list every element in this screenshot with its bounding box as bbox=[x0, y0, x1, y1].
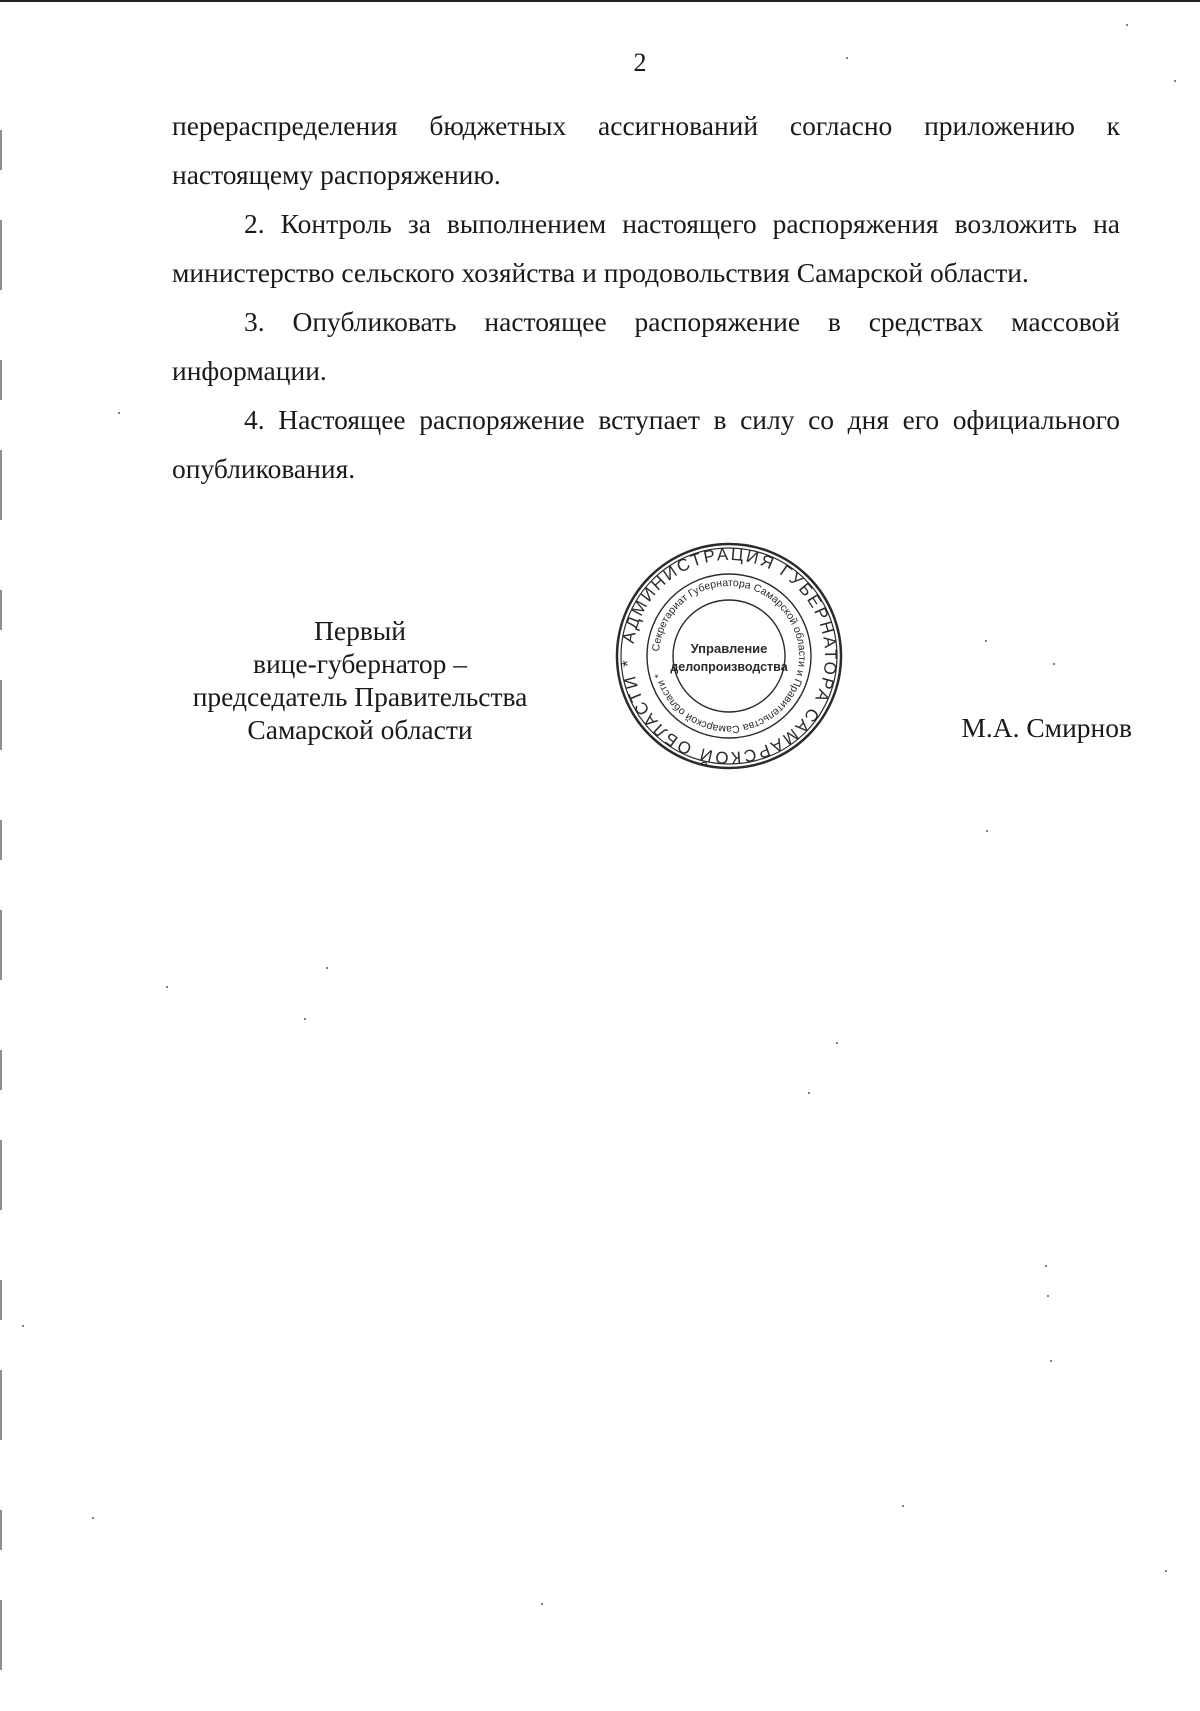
seal-center-line1: Управление bbox=[690, 641, 768, 656]
scan-speck bbox=[1047, 1295, 1049, 1297]
signer-title bbox=[180, 614, 540, 746]
scan-speck bbox=[902, 1505, 904, 1507]
scan-speck bbox=[1126, 24, 1128, 26]
scan-speck bbox=[846, 57, 848, 59]
paragraph-publish: 3. Опубликовать настоящее распоряжение в средствах массовой информации. bbox=[172, 306, 1120, 386]
scan-speck bbox=[1050, 1360, 1052, 1362]
seal-outer-text: АДМИНИСТРАЦИЯ ГУБЕРНАТОРА САМАРСКОЙ ОБЛАСТИ * bbox=[617, 544, 841, 768]
seal-inner-text: Секретариат Губернатора Самарской области и Правительства Самарской области * bbox=[650, 576, 809, 736]
signer-title-line: председатель Правительства bbox=[192, 681, 528, 712]
scan-speck bbox=[836, 1042, 838, 1044]
seal-center-line2: делопроизводства bbox=[670, 660, 788, 674]
signer-title-line: Самарской области bbox=[247, 714, 473, 745]
signer-title-line: вице-губернатор – bbox=[252, 648, 468, 679]
scan-edge-top bbox=[0, 0, 1200, 2]
scan-speck bbox=[326, 967, 328, 969]
scan-speck bbox=[92, 1517, 94, 1519]
paragraph-effective: 4. Настоящее распоряжение вступает в силу со дня его официального опубликования. bbox=[172, 404, 1120, 484]
signer-name: М.А. Смирнов bbox=[961, 712, 1132, 743]
scan-speck bbox=[808, 1092, 810, 1094]
scan-speck bbox=[1045, 1265, 1047, 1267]
scan-speck bbox=[166, 986, 168, 988]
document-body bbox=[172, 101, 1120, 493]
paragraph-control: 2. Контроль за выполнением настоящего распоряжения возложить на министерство сельского хозяйства и продовольствия Самарской области. bbox=[172, 208, 1120, 288]
signer-title-line: Первый bbox=[314, 615, 406, 646]
scan-speck bbox=[986, 830, 988, 832]
page-number: 2 bbox=[633, 48, 647, 77]
official-seal-stamp bbox=[613, 540, 845, 772]
scan-speck bbox=[1053, 663, 1055, 665]
scan-speck bbox=[1165, 1570, 1167, 1572]
scan-speck bbox=[118, 412, 120, 414]
scan-speck bbox=[304, 1018, 306, 1020]
scan-speck bbox=[1174, 80, 1176, 82]
scan-speck bbox=[22, 1325, 24, 1327]
scan-speck bbox=[541, 1603, 543, 1605]
scan-speck bbox=[985, 640, 987, 642]
seal-graphic bbox=[613, 540, 845, 772]
scan-edge-left bbox=[0, 130, 2, 1690]
paragraph-continuation: перераспределения бюджетных ассигнований согласно приложению к настоящему распоряжению. bbox=[172, 110, 1120, 190]
